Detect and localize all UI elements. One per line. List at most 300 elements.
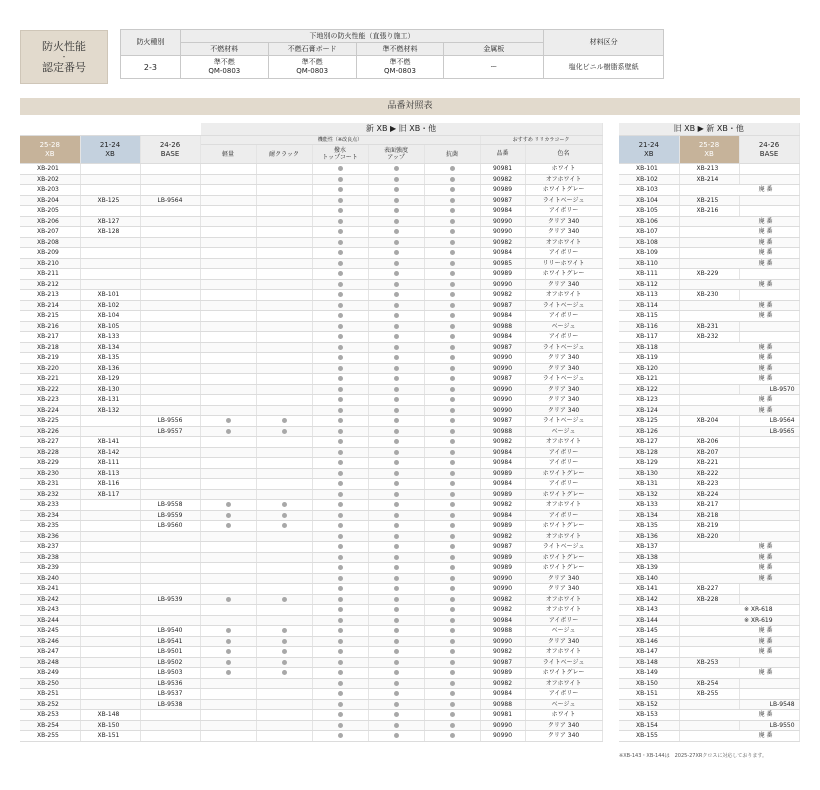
caulk-code-cell: 90990 [480, 216, 525, 227]
feature-dot-icon [338, 565, 343, 570]
new-code-cell: XB-253 [20, 710, 80, 721]
function-mark [368, 426, 424, 437]
caulk-code-cell: 90984 [480, 332, 525, 343]
feature-dot-icon [450, 544, 455, 549]
old-code-cell: XB-131 [80, 395, 140, 406]
function-mark [424, 510, 480, 521]
function-mark [200, 206, 256, 217]
feature-dot-icon [338, 544, 343, 549]
function-mark [312, 395, 368, 406]
function-mark [424, 689, 480, 700]
feature-dot-icon [394, 723, 399, 728]
function-mark [312, 500, 368, 511]
function-mark [312, 647, 368, 658]
function-mark [368, 636, 424, 647]
table-row [619, 731, 799, 742]
function-mark [256, 353, 312, 364]
old-code-cell [80, 510, 140, 521]
table-row [619, 300, 799, 311]
feature-dot-icon [394, 250, 399, 255]
function-mark [312, 290, 368, 301]
new-code-cell: XB-220 [20, 363, 80, 374]
function-mark [312, 678, 368, 689]
base-code-cell [140, 447, 200, 458]
function-mark [256, 468, 312, 479]
function-mark [312, 720, 368, 731]
caulk-color-cell: オフホワイト [525, 290, 602, 301]
feature-dot-icon [338, 334, 343, 339]
feature-dot-icon [450, 607, 455, 612]
feature-dot-icon [394, 513, 399, 518]
feature-dot-icon [338, 723, 343, 728]
feature-dot-icon [282, 502, 287, 507]
function-mark [424, 374, 480, 385]
old-code-cell [80, 689, 140, 700]
table-row [619, 258, 799, 269]
right-table-title: 旧 XB ▶ 新 XB・他 [619, 123, 799, 136]
function-mark [368, 563, 424, 574]
table-row [619, 395, 799, 406]
substrate-header: 不燃材料 [180, 43, 268, 56]
feature-dot-icon [450, 229, 455, 234]
left-table-title: 新 XB ▶ 旧 XB・他 [200, 123, 602, 136]
function-mark [256, 458, 312, 469]
caulk-color-cell: ホワイトグレー [525, 468, 602, 479]
caulk-code-cell: 90984 [480, 447, 525, 458]
caulk-color-cell: アイボリー [525, 615, 602, 626]
function-mark [368, 269, 424, 280]
feature-dot-icon [394, 618, 399, 623]
feature-dot-icon [394, 691, 399, 696]
caulk-code-cell: 90988 [480, 321, 525, 332]
base-code-cell [140, 731, 200, 742]
base-code-cell [739, 678, 799, 689]
base-code-cell [739, 195, 799, 206]
caulk-color-cell: アイボリー [525, 206, 602, 217]
table-row [20, 416, 602, 427]
function-mark [368, 552, 424, 563]
base-code-cell [739, 468, 799, 479]
feature-dot-icon [394, 544, 399, 549]
function-mark [200, 479, 256, 490]
function-mark [256, 720, 312, 731]
function-header: 耐クラック [256, 145, 312, 164]
new-code-cell: XB-214 [20, 300, 80, 311]
function-mark [200, 458, 256, 469]
feature-dot-icon [394, 334, 399, 339]
caulk-code-cell: 90982 [480, 531, 525, 542]
function-mark [200, 353, 256, 364]
caulk-code-cell: 90984 [480, 458, 525, 469]
status-cell: 廃 番 [679, 636, 799, 647]
function-mark [312, 584, 368, 595]
feature-dot-icon [394, 586, 399, 591]
old-code-cell: XB-129 [80, 374, 140, 385]
function-mark [368, 573, 424, 584]
footnote: ※XB-143・XB-144は 2025-27XRクロスに対応しております。 [619, 753, 767, 759]
table-row [20, 531, 602, 542]
feature-dot-icon [394, 628, 399, 633]
caulk-code-cell: 90981 [480, 164, 525, 175]
caulk-code-cell: 90982 [480, 500, 525, 511]
caulk-code-cell: 90981 [480, 710, 525, 721]
table-row [20, 332, 602, 343]
new-code-cell: XB-251 [20, 689, 80, 700]
function-mark [368, 594, 424, 605]
status-cell: 廃 番 [679, 552, 799, 563]
base-code-cell [739, 447, 799, 458]
function-mark [424, 248, 480, 259]
function-mark [424, 258, 480, 269]
function-mark [424, 269, 480, 280]
new-code-cell: XB-255 [679, 689, 739, 700]
fire-value: ー [444, 56, 544, 79]
function-mark [368, 531, 424, 542]
base-code-cell: LB-9560 [140, 521, 200, 532]
table-row [619, 710, 799, 721]
feature-dot-icon [394, 523, 399, 528]
feature-dot-icon [338, 628, 343, 633]
old-code-cell: XB-104 [80, 311, 140, 322]
fire-label-line1: 防火性能 [42, 39, 86, 53]
new-code-cell: XB-214 [679, 174, 739, 185]
function-mark [200, 468, 256, 479]
feature-dot-icon [394, 471, 399, 476]
function-mark [256, 605, 312, 616]
feature-dot-icon [394, 387, 399, 392]
base-code-cell: LB-9565 [739, 426, 799, 437]
feature-dot-icon [450, 324, 455, 329]
table-row [619, 521, 799, 532]
old-code-cell: XB-133 [80, 332, 140, 343]
function-header: 軽量 [200, 145, 256, 164]
feature-dot-icon [338, 387, 343, 392]
function-mark [200, 321, 256, 332]
new-code-cell: XB-209 [20, 248, 80, 259]
old-code-cell: XB-139 [619, 563, 679, 574]
feature-dot-icon [450, 219, 455, 224]
new-code-cell: XB-227 [679, 584, 739, 595]
status-cell: 廃 番 [679, 363, 799, 374]
function-mark [424, 279, 480, 290]
base-code-cell: LB-9564 [140, 195, 200, 206]
table-row [619, 584, 799, 595]
feature-dot-icon [450, 271, 455, 276]
function-mark [200, 248, 256, 259]
table-row [619, 647, 799, 658]
function-mark [368, 657, 424, 668]
status-cell: 廃 番 [679, 395, 799, 406]
old-code-cell: XB-107 [619, 227, 679, 238]
old-code-cell: XB-149 [619, 668, 679, 679]
caulk-color-cell: ライトベージュ [525, 374, 602, 385]
feature-dot-icon [450, 345, 455, 350]
status-cell: ※ XR-618 [679, 605, 799, 616]
feature-dot-icon [394, 450, 399, 455]
table-row [20, 269, 602, 280]
feature-dot-icon [282, 649, 287, 654]
function-mark [256, 437, 312, 448]
function-mark [368, 437, 424, 448]
caulk-color-cell: ベージュ [525, 699, 602, 710]
old-code-cell: XB-117 [619, 332, 679, 343]
function-mark [368, 185, 424, 196]
feature-dot-icon [394, 733, 399, 738]
table-row [619, 678, 799, 689]
function-mark [256, 426, 312, 437]
old-code-cell: XB-131 [619, 479, 679, 490]
old-code-cell: XB-114 [619, 300, 679, 311]
feature-dot-icon [394, 261, 399, 266]
function-mark [424, 300, 480, 311]
function-mark [200, 668, 256, 679]
table-row [619, 552, 799, 563]
status-cell: 廃 番 [679, 647, 799, 658]
feature-dot-icon [226, 502, 231, 507]
function-mark [200, 710, 256, 721]
new-code-cell: XB-222 [679, 468, 739, 479]
feature-dot-icon [450, 628, 455, 633]
feature-dot-icon [394, 397, 399, 402]
fire-rating-table [120, 29, 664, 79]
fire-value: 準不燃 QM-0803 [268, 56, 356, 79]
base-code-cell [140, 237, 200, 248]
function-mark [312, 206, 368, 217]
feature-dot-icon [338, 712, 343, 717]
function-mark [256, 290, 312, 301]
table-row [619, 605, 799, 616]
function-mark [200, 552, 256, 563]
old-code-cell: XB-153 [619, 710, 679, 721]
old-code-cell: XB-145 [619, 626, 679, 637]
caulk-color-cell: クリア 340 [525, 405, 602, 416]
old-code-cell: XB-130 [80, 384, 140, 395]
function-mark [368, 689, 424, 700]
function-mark [424, 626, 480, 637]
feature-dot-icon [394, 166, 399, 171]
old-code-cell: XB-132 [80, 405, 140, 416]
caulk-code-cell: 90990 [480, 405, 525, 416]
feature-dot-icon [394, 303, 399, 308]
new-code-cell: XB-223 [20, 395, 80, 406]
old-code-cell: XB-123 [619, 395, 679, 406]
caulk-code-cell: 90988 [480, 626, 525, 637]
table-row [20, 479, 602, 490]
status-cell: 廃 番 [679, 573, 799, 584]
base-code-cell [140, 437, 200, 448]
feature-dot-icon [338, 681, 343, 686]
old-code-cell: XB-150 [619, 678, 679, 689]
caulk-code-cell: 90990 [480, 227, 525, 238]
function-mark [312, 510, 368, 521]
feature-dot-icon [394, 576, 399, 581]
caulk-color-cell: クリア 340 [525, 216, 602, 227]
new-code-cell: XB-248 [20, 657, 80, 668]
function-mark [312, 521, 368, 532]
function-mark [200, 531, 256, 542]
substrate-header: 金属板 [444, 43, 544, 56]
function-mark [200, 195, 256, 206]
feature-dot-icon [450, 292, 455, 297]
status-cell: 廃 番 [679, 710, 799, 721]
caulk-color-cell: ホワイト [525, 164, 602, 175]
table-row [20, 500, 602, 511]
base-code-cell [140, 384, 200, 395]
table-row [20, 206, 602, 217]
caulk-code-cell: 90989 [480, 489, 525, 500]
caulk-color-cell: アイボリー [525, 447, 602, 458]
feature-dot-icon [338, 345, 343, 350]
base-code-cell [739, 332, 799, 343]
function-header: 撥水 トップコート [312, 145, 368, 164]
table-row [20, 174, 602, 185]
caulk-color-cell: ライトベージュ [525, 416, 602, 427]
base-code-cell: LB-9539 [140, 594, 200, 605]
function-mark [256, 321, 312, 332]
table-row [20, 594, 602, 605]
base-code-cell [739, 437, 799, 448]
function-mark [200, 720, 256, 731]
function-mark [256, 384, 312, 395]
feature-dot-icon [338, 481, 343, 486]
new-code-cell: XB-217 [679, 500, 739, 511]
feature-dot-icon [450, 397, 455, 402]
status-cell: 廃 番 [679, 374, 799, 385]
function-mark [368, 699, 424, 710]
function-mark [368, 668, 424, 679]
function-mark [200, 605, 256, 616]
new-code-cell: XB-239 [20, 563, 80, 574]
old-code-cell [80, 237, 140, 248]
function-mark [200, 395, 256, 406]
function-mark [368, 500, 424, 511]
function-mark [200, 563, 256, 574]
function-mark [200, 699, 256, 710]
table-row [20, 678, 602, 689]
caulk-code-cell: 90990 [480, 573, 525, 584]
old-code-cell: XB-116 [80, 479, 140, 490]
caulk-color-cell: オフホワイト [525, 605, 602, 616]
function-mark [256, 342, 312, 353]
feature-dot-icon [338, 303, 343, 308]
feature-dot-icon [226, 597, 231, 602]
function-mark [200, 290, 256, 301]
function-mark [312, 458, 368, 469]
new-code-cell: XB-206 [20, 216, 80, 227]
feature-dot-icon [338, 597, 343, 602]
new-code-cell: XB-221 [20, 374, 80, 385]
table-row [619, 426, 799, 437]
old-code-cell [80, 626, 140, 637]
table-row [20, 395, 602, 406]
feature-dot-icon [338, 733, 343, 738]
caulk-color-cell: ライトベージュ [525, 542, 602, 553]
new-code-cell: XB-234 [20, 510, 80, 521]
caulk-color-cell: オフホワイト [525, 500, 602, 511]
feature-dot-icon [394, 282, 399, 287]
old-code-cell: XB-136 [619, 531, 679, 542]
table-row [20, 552, 602, 563]
feature-dot-icon [338, 513, 343, 518]
function-mark [312, 447, 368, 458]
material-header: 材料区分 [544, 30, 664, 56]
feature-dot-icon [338, 492, 343, 497]
feature-dot-icon [450, 187, 455, 192]
old-code-cell: XB-130 [619, 468, 679, 479]
function-mark [424, 657, 480, 668]
feature-dot-icon [450, 418, 455, 423]
base-code-cell [140, 542, 200, 553]
function-mark [312, 258, 368, 269]
table-row [619, 342, 799, 353]
caulk-color-cell: アイボリー [525, 479, 602, 490]
old-code-cell: XB-155 [619, 731, 679, 742]
function-mark [200, 416, 256, 427]
old-code-cell: XB-150 [80, 720, 140, 731]
new-code-cell: XB-206 [679, 437, 739, 448]
feature-dot-icon [338, 376, 343, 381]
caulk-code-cell: 90984 [480, 510, 525, 521]
feature-dot-icon [338, 702, 343, 707]
old-code-cell [80, 552, 140, 563]
caulk-code-cell: 90982 [480, 594, 525, 605]
feature-dot-icon [282, 597, 287, 602]
function-mark [424, 332, 480, 343]
table-row [20, 615, 602, 626]
status-cell: 廃 番 [679, 185, 799, 196]
function-mark [312, 332, 368, 343]
old-code-cell: XB-151 [619, 689, 679, 700]
caulk-color-cell: ライトベージュ [525, 195, 602, 206]
feature-dot-icon [450, 565, 455, 570]
feature-dot-icon [338, 166, 343, 171]
feature-dot-icon [394, 670, 399, 675]
table-row [619, 458, 799, 469]
function-mark [200, 174, 256, 185]
new-code-cell: XB-228 [20, 447, 80, 458]
caulk-color-cell: オフホワイト [525, 174, 602, 185]
function-mark [368, 678, 424, 689]
old-code-cell: XB-125 [619, 416, 679, 427]
function-mark [368, 615, 424, 626]
old-code-cell [80, 573, 140, 584]
new-code-cell: XB-252 [20, 699, 80, 710]
feature-dot-icon [450, 471, 455, 476]
table-row [20, 405, 602, 416]
table-row [20, 321, 602, 332]
new-code-cell: XB-229 [679, 269, 739, 280]
new-code-cell: XB-216 [20, 321, 80, 332]
feature-dot-icon [394, 597, 399, 602]
function-mark [424, 353, 480, 364]
function-mark [256, 647, 312, 658]
feature-dot-icon [394, 649, 399, 654]
feature-dot-icon [394, 208, 399, 213]
function-mark [368, 468, 424, 479]
function-mark [368, 332, 424, 343]
feature-dot-icon [338, 576, 343, 581]
function-mark [256, 710, 312, 721]
feature-dot-icon [338, 177, 343, 182]
function-mark [424, 521, 480, 532]
table-row [20, 248, 602, 259]
caulk-code-cell: 90989 [480, 563, 525, 574]
function-mark [256, 248, 312, 259]
feature-dot-icon [226, 628, 231, 633]
old-code-cell: XB-152 [619, 699, 679, 710]
function-mark [312, 174, 368, 185]
feature-dot-icon [338, 471, 343, 476]
